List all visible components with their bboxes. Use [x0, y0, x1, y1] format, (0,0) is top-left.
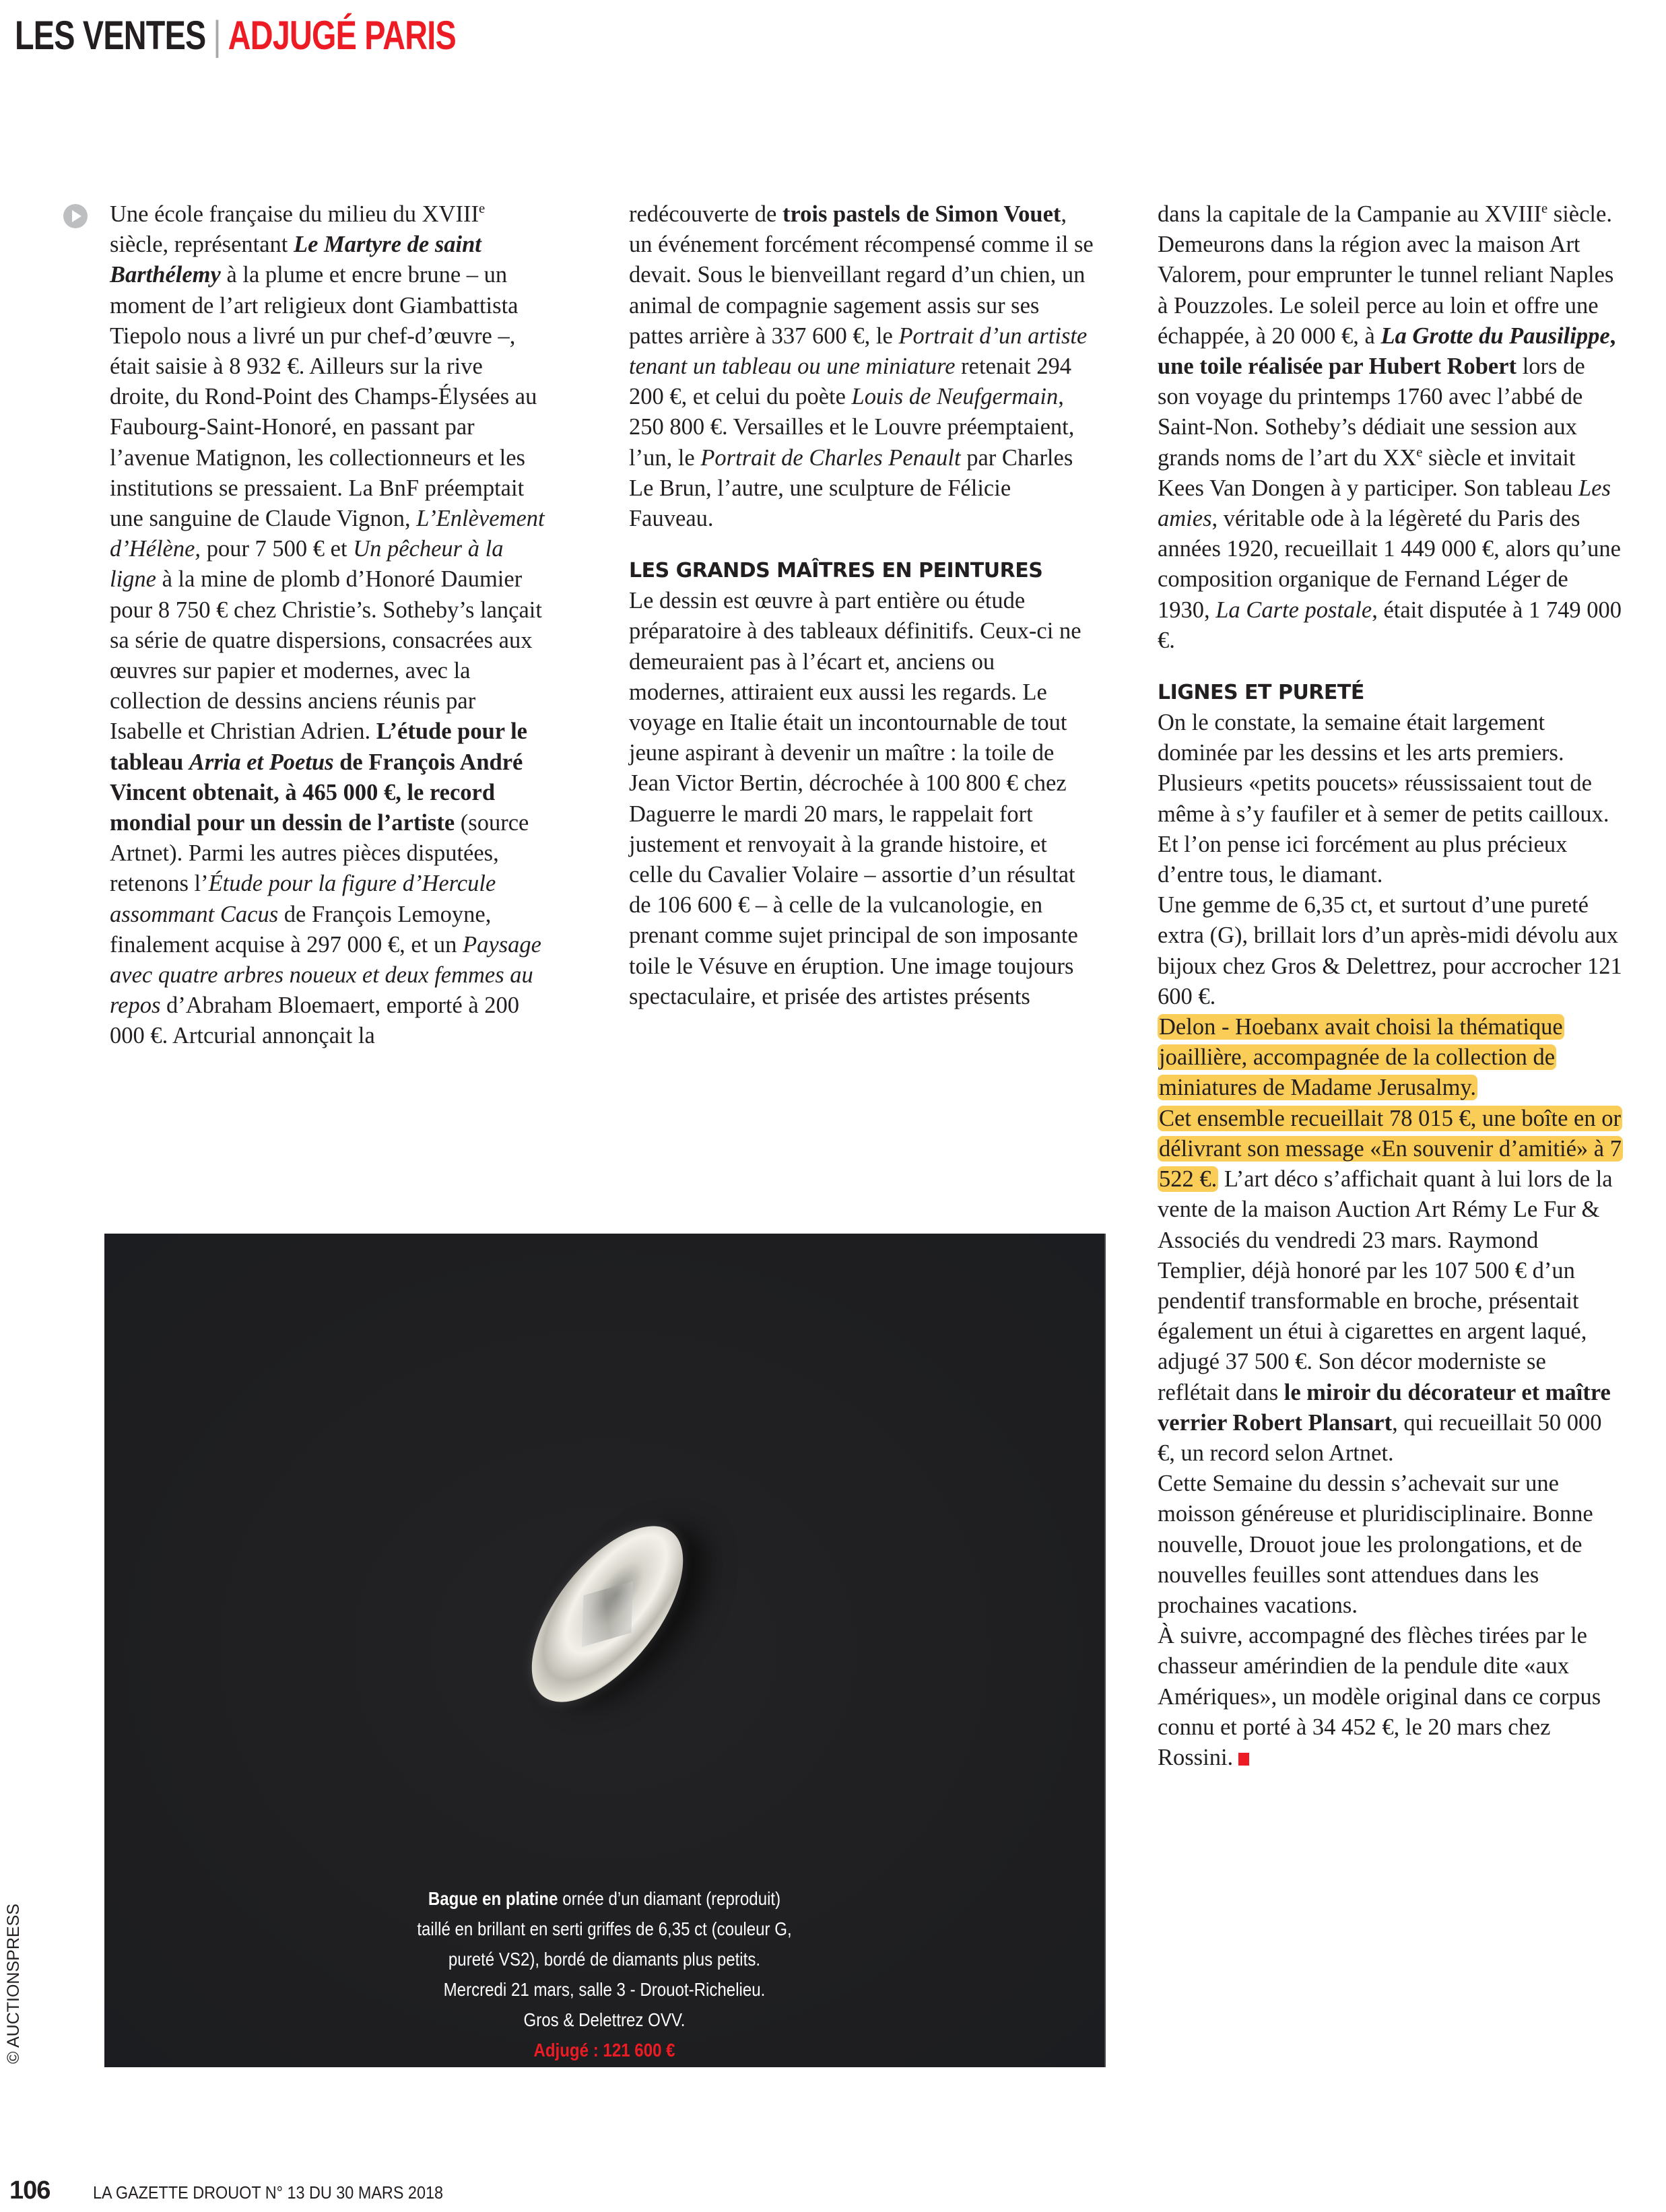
- highlighted-text: Cet ensemble recueillait 78 015 €, une boîte en or délivrant son message «En souvenir d’amitié» à 7 522 €.: [1159, 1105, 1622, 1193]
- diamond-photo: [104, 1234, 1106, 2067]
- artwork-title: Étude pour la figure d’Hercule assommant Cacus: [110, 871, 496, 927]
- artwork-title: Portrait d’un artiste tenant un tableau ou une miniature: [629, 323, 1088, 380]
- artwork-title: Louis de Neufgermain: [851, 384, 1059, 410]
- artwork-title: Portrait de Charles Penault: [700, 444, 961, 471]
- artwork-title: Arria et Poetus: [189, 749, 334, 775]
- subheading: LIGNES ET PURETÉ: [1158, 681, 1364, 705]
- publication-info: LA GAZETTE DROUOT N° 13 DU 30 MARS 2018: [93, 2182, 444, 2203]
- highlighted-text: Delon - Hoebanx avait choisi la thématique joaillière, accompagnée de la collection de miniatures de Madame Jerusalmy.: [1159, 1014, 1563, 1101]
- article-column-2: [629, 199, 1094, 1012]
- section-title: LES VENTES: [15, 12, 206, 58]
- artwork-title: Le Martyre de saint Barthélemy: [110, 232, 481, 288]
- article-column-3: [1158, 199, 1622, 1773]
- paragraph: Le dessin est œuvre à part entière ou étude préparatoire à des tableaux définitifs. Ceux-ci ne demeuraient pas à l’écart et, anciens ou modernes, attiraient eux aussi les regards. Le voyage en Italie était un incontournable de tout jeune aspirant à devenir un maître : la toile de Jean Victor Bertin, décrochée à 100 800 € chez Daguerre le mardi 20 mars, le rappelait fort justement et renvoyait à la grande histoire, et celle du Cavalier Volaire – assortie d’un résultat de 106 600 € – à celle de la vulcanologie, en prenant comme sujet principal de son imposante toile le Vésuve en éruption. Une image toujours spectaculaire, et prisée des artistes présents: [629, 588, 1081, 1009]
- emphasis: trois pastels de Simon Vouet: [782, 201, 1061, 227]
- emphasis: de François André Vincent obtenait, à 465 000 €, le record mondial pour un dessin de l’artiste: [110, 749, 523, 836]
- hammer-price: Adjugé : 121 600 €: [533, 2040, 675, 2060]
- play-icon: [63, 204, 88, 228]
- page-header: [15, 8, 456, 62]
- diamond-image: [503, 1501, 711, 1728]
- artwork-title: La Grotte du Pausilippe: [1380, 323, 1610, 349]
- emphasis: le miroir du décorateur et maître verrier Robert Plansart: [1158, 1379, 1611, 1436]
- paragraph: dans la capitale de la Campanie au XVIIIe siècle. Demeurons dans la région avec la maison Art Valorem, pour emprunter le tunnel reliant Naples à Pouzzoles. Le soleil perce au loin et offre une échappée, à 20 000 €, à La Grotte du Pausilippe, une toile réalisée par Hubert Robert lors de son voyage du printemps 1760 avec l’abbé de Saint-Non. Sotheby’s dédiait une session aux grands noms de l’art du XXe siècle et invitait Kees Van Dongen à y participer. Son tableau Les amies, véritable ode à la légèreté du Paris des années 1920, recueillait 1 449 000 €, alors qu’une composition organique de Fernand Léger de 1930, La Carte postale, était disputée à 1 749 000 €.: [1158, 201, 1622, 653]
- emphasis: , une toile réalisée par Hubert Robert: [1158, 323, 1616, 380]
- artwork-title: La Carte postale: [1215, 597, 1372, 623]
- paragraph: Cet ensemble recueillait 78 015 €, une boîte en or délivrant son message «En souvenir d’amitié» à 7 522 €. L’art déco s’affichait quant à lui lors de la vente de la maison Auction Art Rémy Le Fur & Associés du vendredi 23 mars. Raymond Templier, déjà honoré par les 107 500 € d’un pendentif transformable en broche, présentait également un étui à cigarettes en argent laqué, adjugé 37 500 €. Son décor moderniste se reflétait dans le miroir du décorateur et maître verrier Robert Plansart, qui recueillait 50 000 €, un record selon Artnet.: [1158, 1105, 1622, 1466]
- photo-credit: © AUCTIONSPRESS: [4, 1904, 23, 2064]
- page-footer: [9, 2176, 482, 2205]
- rubric-title: ADJUGÉ PARIS: [228, 12, 456, 58]
- artwork-title: Les amies: [1158, 475, 1611, 532]
- caption-title: Bague en platine: [428, 1888, 558, 1909]
- paragraph: À suivre, accompagné des flèches tirées par le chasseur amérindien de la pendule dite «aux Amériques», un modèle original dans ce corpus connu et porté à 34 452 €, le 20 mars chez Rossini.: [1158, 1623, 1601, 1770]
- paragraph: [1158, 1012, 1622, 1104]
- artwork-title: Paysage avec quatre arbres noueux et deux femmes au repos: [110, 931, 541, 1019]
- page-number: 106: [9, 2176, 51, 2205]
- article-column-1: [110, 199, 547, 1052]
- emphasis: L’étude pour le tableau: [110, 718, 527, 775]
- header-separator: |: [213, 12, 221, 58]
- artwork-title: Un pêcheur à la ligne: [110, 536, 504, 593]
- paragraph: Une gemme de 6,35 ct, et surtout d’une pureté extra (G), brillait lors d’un après-midi dévolu aux bijoux chez Gros & Delettrez, pour accrocher 121 600 €.: [1158, 892, 1622, 1009]
- paragraph: redécouverte de trois pastels de Simon Vouet, un événement forcément récompensé comme il se devait. Sous le bienveillant regard d’un chien, un animal de compagnie sagement assis sur ses pattes arrière à 337 600 €, le Portrait d’un artiste tenant un tableau ou une miniature retenait 294 200 €, et celui du poète Louis de Neufgermain, 250 800 €. Versailles et le Louvre préemptaient, l’un, le Portrait de Charles Penault par Charles Le Brun, l’autre, une sculpture de Félicie Fauveau.: [629, 201, 1094, 532]
- artwork-title: L’Enlèvement d’Hélène,: [110, 506, 545, 562]
- subheading: LES GRANDS MAÎTRES EN PEINTURES: [629, 559, 1043, 583]
- paragraph: Une école française du milieu du XVIIIe siècle, représentant Le Martyre de saint Barthélemy à la plume et encre brune – un moment de l’art religieux dont Giambattista Tiepolo nous a livré un pur chef-d’œuvre –, était saisie à 8 932 €. Ailleurs sur la rive droite, du Rond-Point des Champs-Élysées au Faubourg-Saint-Honoré, en passant par l’avenue Matignon, les collectionneurs et les institutions se pressaient. La BnF préemptait une sanguine de Claude Vignon, L’Enlèvement d’Hélène, pour 7 500 € et Un pêcheur à la ligne à la mine de plomb d’Honoré Daumier pour 8 750 € chez Christie’s. Sotheby’s lançait sa série de quatre dispersions, consacrées aux œuvres sur papier et modernes, avec la collection de dessins anciens réunis par Isabelle et Christian Adrien. L’étude pour le tableau Arria et Poetus de François André Vincent obtenait, à 465 000 €, le record mondial pour un dessin de l’artiste (source Artnet). Parmi les autres pièces disputées, retenons l’Étude pour la figure d’Hercule assommant Cacus de François Lemoyne, finalement acquise à 297 000 €, et un Paysage avec quatre arbres noueux et deux femmes au repos d’Abraham Bloemaert, emporté à 200 000 €. Artcurial annonçait la: [110, 201, 545, 1049]
- photo-caption: Bague en platine ornée d’un diamant (reproduit) taillé en brillant en serti griffes de 6,35 ct (couleur G, pureté VS2), bordé de diamants plus petits. Mercredi 21 mars, salle 3 - Drouot-Richelieu. Gros & Delettrez OVV. Adjugé : 121 600 €: [174, 1883, 1034, 2065]
- end-square-icon: [1238, 1753, 1249, 1766]
- paragraph: On le constate, la semaine était largement dominée par les dessins et les arts premiers. Plusieurs «petits poucets» réussissaient tout de même à s’y faufiler et à semer de petits cailloux. Et l’on pense ici forcément au plus précieux d’entre tous, le diamant.: [1158, 710, 1609, 888]
- paragraph: Cette Semaine du dessin s’achevait sur une moisson généreuse et pluridisciplinaire. Bonne nouvelle, Drouot joue les prolongations, et de nouvelles feuilles sont attendues dans les prochaines vacations.: [1158, 1471, 1593, 1618]
